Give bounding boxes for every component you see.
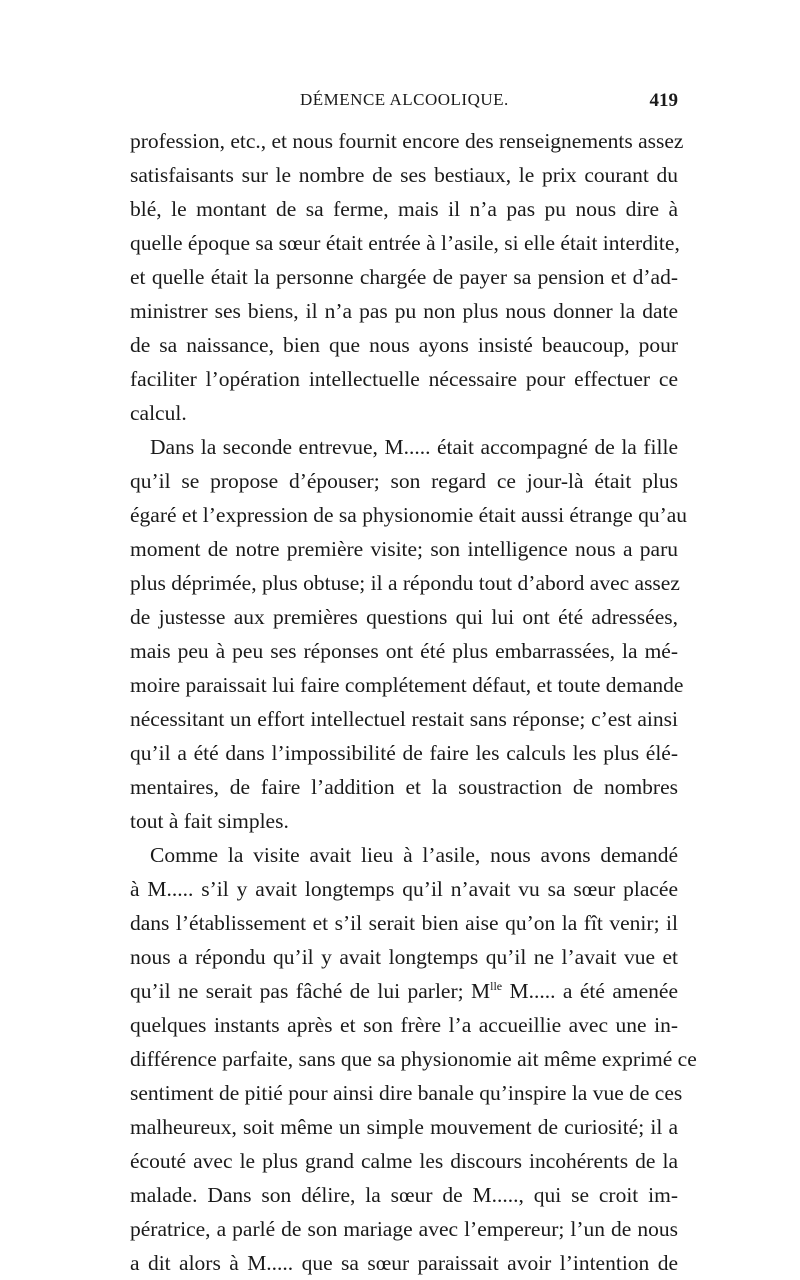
- superscript-abbrev: lle: [490, 978, 503, 993]
- text-line: qu’il a été dans l’impossibilité de faire les calculs les plus élé-: [130, 741, 678, 765]
- text-line: faciliter l’opération intellectuelle nécessaire pour effectuer ce: [130, 367, 678, 391]
- text-line: écouté avec le plus grand calme les discours incohérents de la: [130, 1149, 678, 1173]
- text-line: a dit alors à M..... que sa sœur paraissait avoir l’intention de: [130, 1251, 678, 1275]
- text-line: profession, etc., et nous fournit encore des renseignements assez: [130, 129, 684, 153]
- text-line: pératrice, a parlé de son mariage avec l’empereur; l’un de nous: [130, 1217, 678, 1241]
- text-line: Dans la seconde entrevue, M..... était accompagné de la fille: [150, 435, 678, 459]
- line-segment: qu’il ne serait pas fâché de lui parler; M: [130, 979, 491, 1003]
- text-line: ministrer ses biens, il n’a pas pu non plus nous donner la date: [130, 299, 678, 323]
- running-title: DÉMENCE ALCOOLIQUE.: [300, 90, 509, 109]
- text-line: à M..... s’il y avait longtemps qu’il n’avait vu sa sœur placée: [130, 877, 678, 901]
- text-line: mais peu à peu ses réponses ont été plus embarrassées, la mé-: [130, 639, 678, 663]
- text-line: quelle époque sa sœur était entrée à l’asile, si elle était interdite,: [130, 231, 680, 255]
- text-line: nous a répondu qu’il y avait longtemps qu’il ne l’avait vue et: [130, 945, 678, 969]
- text-line: calcul.: [130, 401, 187, 425]
- text-line: égaré et l’expression de sa physionomie était aussi étrange qu’au: [130, 503, 688, 527]
- text-line: moment de notre première visite; son intelligence nous a paru: [130, 537, 678, 561]
- text-line: moire paraissait lui faire complétement défaut, et toute demande: [130, 673, 684, 697]
- text-line: nécessitant un effort intellectuel restait sans réponse; c’est ainsi: [130, 707, 678, 731]
- text-line: Comme la visite avait lieu à l’asile, nous avons demandé: [150, 843, 678, 867]
- text-line: et quelle était la personne chargée de payer sa pension et d’ad-: [130, 265, 678, 289]
- text-line: satisfaisants sur le nombre de ses bestiaux, le prix courant du: [130, 163, 678, 187]
- page-header: [130, 90, 678, 118]
- text-line: de justesse aux premières questions qui lui ont été adressées,: [130, 605, 678, 629]
- body-text: [130, 124, 697, 1280]
- text-line-with-superscript: [130, 974, 678, 1008]
- text-line: blé, le montant de sa ferme, mais il n’a pas pu nous dire à: [130, 197, 678, 221]
- page-number: 419: [649, 90, 678, 111]
- text-line: dans l’établissement et s’il serait bien aise qu’on la fît venir; il: [130, 911, 678, 935]
- text-line: malade. Dans son délire, la sœur de M....., qui se croit im-: [130, 1183, 678, 1207]
- text-line: de sa naissance, bien que nous ayons insisté beaucoup, pour: [130, 333, 678, 357]
- text-line: différence parfaite, sans que sa physionomie ait même exprimé ce: [130, 1047, 697, 1071]
- text-line: qu’il se propose d’épouser; son regard ce jour-là était plus: [130, 469, 678, 493]
- text-line: mentaires, de faire l’addition et la soustraction de nombres: [130, 775, 678, 799]
- text-line: plus déprimée, plus obtuse; il a répondu tout d’abord avec assez: [130, 571, 680, 595]
- text-line: malheureux, soit même un simple mouvement de curiosité; il a: [130, 1115, 678, 1139]
- line-segment: M..... a été amenée: [502, 979, 678, 1003]
- text-line: sentiment de pitié pour ainsi dire banale qu’inspire la vue de ces: [130, 1081, 683, 1105]
- text-line: quelques instants après et son frère l’a accueillie avec une in-: [130, 1013, 678, 1037]
- text-line: tout à fait simples.: [130, 809, 289, 833]
